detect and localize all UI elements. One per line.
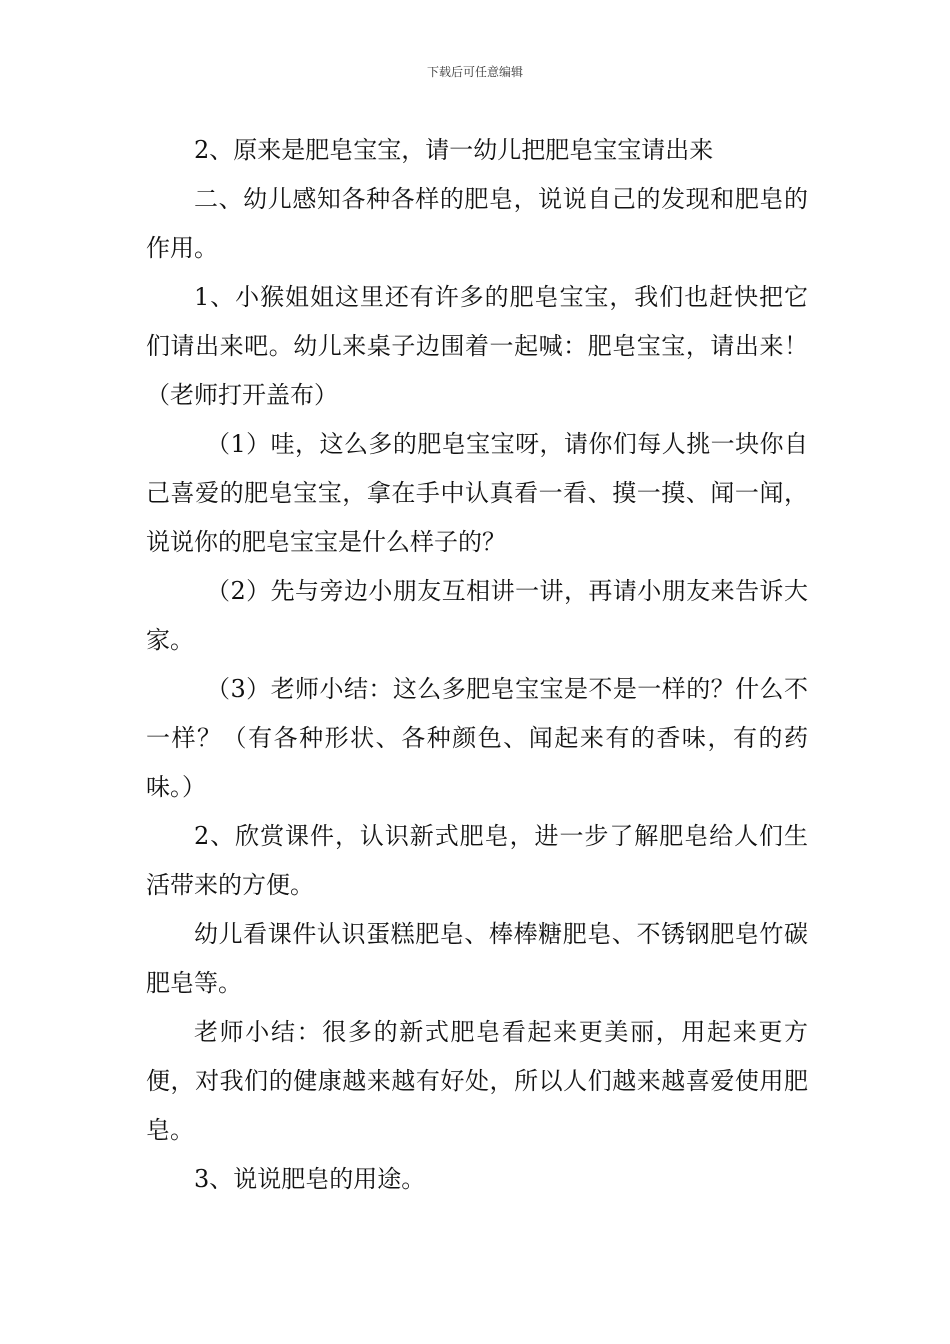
paragraph-new-soap-types: 幼儿看课件认识蛋糕肥皂、棒棒糖肥皂、不锈钢肥皂竹碳肥皂等。 bbox=[146, 920, 808, 997]
paragraph-step-2-reveal-soap: 2、原来是肥皂宝宝，请一幼儿把肥皂宝宝请出来 bbox=[194, 136, 714, 164]
paragraph-section-two-heading: 二、幼儿感知各种各样的肥皂，说说自己的发现和肥皂的作用。 bbox=[146, 185, 808, 262]
paragraph-step-3-soap-uses: 3、说说肥皂的用途。 bbox=[194, 1165, 426, 1193]
paragraph-step-2-courseware: 2、欣赏课件，认识新式肥皂，进一步了解肥皂给人们生活带来的方便。 bbox=[146, 822, 808, 899]
paragraph-teacher-summary: 老师小结：很多的新式肥皂看起来更美丽，用起来更方便，对我们的健康越来越有好处，所以人们越来越喜爱使用肥皂。 bbox=[146, 1018, 808, 1144]
paragraph-step-1-invite-soaps: 1、小猴姐姐这里还有许多的肥皂宝宝，我们也赶快把它们请出来吧。幼儿来桌子边围着一起喊：肥皂宝宝，请出来！（老师打开盖布） bbox=[146, 283, 808, 409]
paragraph-substep-3-summary: （3）老师小结：这么多肥皂宝宝是不是一样的？什么不一样？（有各种形状、各种颜色、闻起来有的香味，有的药味。） bbox=[146, 675, 808, 801]
paragraph-substep-2-discuss: （2）先与旁边小朋友互相讲一讲，再请小朋友来告诉大家。 bbox=[146, 577, 808, 654]
paragraph-substep-1-observe: （1）哇，这么多的肥皂宝宝呀，请你们每人挑一块你自己喜爱的肥皂宝宝，拿在手中认真看一看、摸一摸、闻一闻，说说你的肥皂宝宝是什么样子的？ bbox=[146, 430, 808, 556]
document-body bbox=[146, 126, 808, 1204]
page-header-note: 下载后可任意编辑 bbox=[426, 65, 523, 79]
